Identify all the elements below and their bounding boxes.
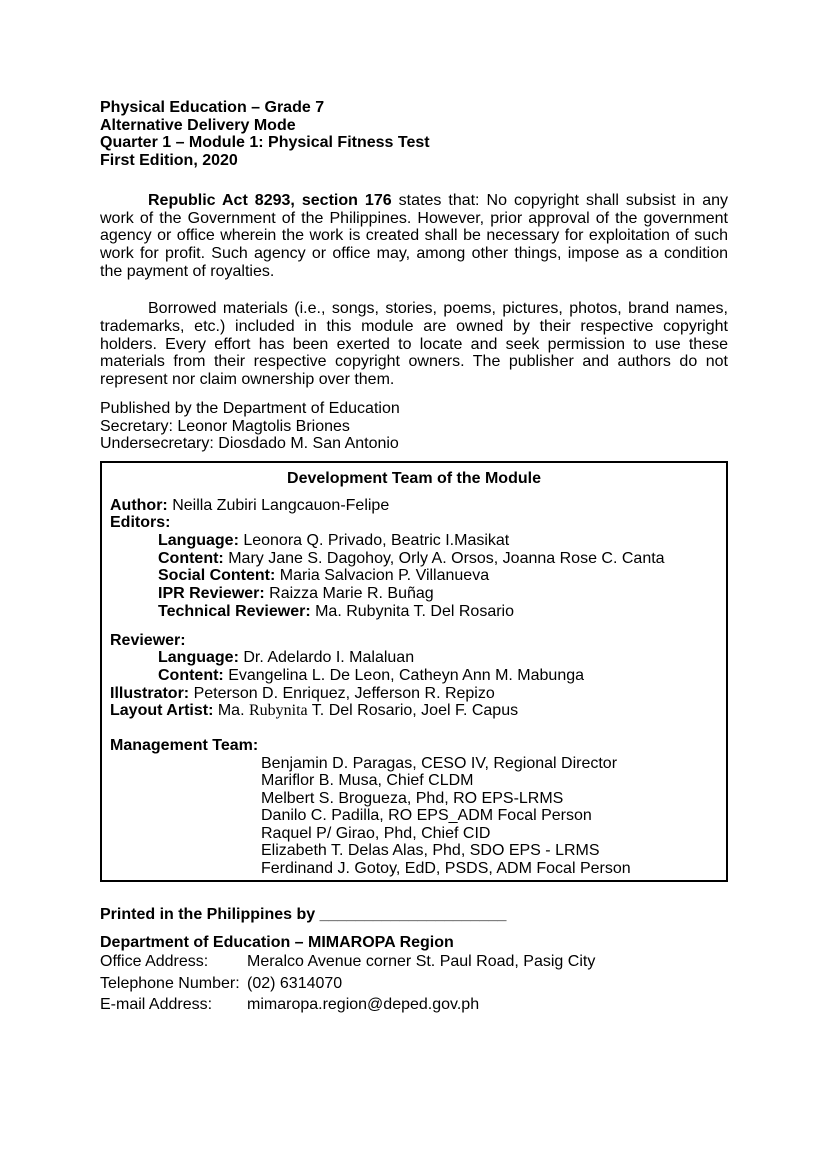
editor-content-label: Content: bbox=[158, 549, 224, 567]
management-team-label: Management Team: bbox=[110, 737, 259, 755]
telephone-number-value: (02) 6314070 bbox=[247, 974, 343, 992]
republic-act-paragraph bbox=[100, 192, 728, 281]
telephone-number-row bbox=[100, 973, 728, 995]
layout-artist-line bbox=[110, 702, 718, 720]
development-team-box bbox=[100, 461, 728, 882]
reviewer-language-line bbox=[110, 649, 718, 667]
doc-title-block bbox=[100, 99, 728, 170]
editor-technical-reviewer-value: Ma. Rubynita T. Del Rosario bbox=[310, 602, 514, 620]
page-content bbox=[100, 99, 728, 1016]
author-value: Neilla Zubiri Langcauon-Felipe bbox=[167, 496, 390, 514]
reviewer-content-label: Content: bbox=[158, 666, 224, 684]
telephone-number-label: Telephone Number: bbox=[100, 974, 240, 992]
printed-label: Printed in the Philippines by bbox=[100, 905, 320, 923]
editor-language-line bbox=[110, 532, 718, 550]
email-address-label: E-mail Address: bbox=[100, 996, 213, 1014]
reviewer-content-line bbox=[110, 667, 718, 685]
editor-content-value: Mary Jane S. Dagohoy, Orly A. Orsos, Joanna Rose C. Canta bbox=[223, 549, 665, 567]
editor-technical-reviewer-line bbox=[110, 603, 718, 621]
development-team-title: Development Team of the Module bbox=[287, 469, 541, 487]
office-address-row bbox=[100, 951, 728, 973]
management-team-member: Ferdinand J. Gotoy, EdD, PSDS, ADM Focal Person bbox=[261, 859, 631, 877]
layout-artist-value-post: T. Del Rosario, Joel F. Capus bbox=[307, 702, 519, 720]
layout-artist-value-pre: Ma. bbox=[213, 702, 249, 720]
office-address-value: Meralco Avenue corner St. Paul Road, Pasig City bbox=[247, 953, 596, 971]
editor-ipr-reviewer-label: IPR Reviewer: bbox=[158, 585, 265, 603]
secretary-line: Secretary: Leonor Magtolis Briones bbox=[100, 417, 350, 435]
editor-social-content-label: Social Content: bbox=[158, 567, 276, 585]
editor-technical-reviewer-label: Technical Reviewer: bbox=[158, 602, 311, 620]
layout-artist-label: Layout Artist: bbox=[110, 702, 214, 720]
editor-language-value: Leonora Q. Privado, Beatric I.Masikat bbox=[238, 532, 510, 550]
illustrator-value: Peterson D. Enriquez, Jefferson R. Repizo bbox=[189, 684, 495, 702]
published-by-block bbox=[100, 400, 728, 453]
reviewer-content-value: Evangelina L. De Leon, Catheyn Ann M. Mabunga bbox=[223, 666, 585, 684]
office-address-label: Office Address: bbox=[100, 953, 209, 971]
reviewer-label: Reviewer: bbox=[110, 631, 186, 649]
email-address-value: mimaropa.region@deped.gov.ph bbox=[247, 996, 480, 1014]
printed-in-philippines-line bbox=[100, 906, 728, 924]
reviewer-language-value: Dr. Adelardo I. Malaluan bbox=[238, 649, 415, 667]
illustrator-label: Illustrator: bbox=[110, 684, 190, 702]
management-team-member: Elizabeth T. Delas Alas, Phd, SDO EPS - LRMS bbox=[261, 842, 600, 860]
deped-region-heading: Department of Education – MIMAROPA Region bbox=[100, 933, 454, 951]
editors-label: Editors: bbox=[110, 514, 171, 532]
editor-language-label: Language: bbox=[158, 532, 239, 550]
republic-act-text: states that: No copyright shall subsist in any work of the Government of the Philippines. However, prior approval of the government agency or office wherein the work is created shall be necessary for exploitation of such work for profit. Such agency or office may, among other things, impose as a condition the payment of royalties. bbox=[100, 191, 729, 280]
reviewer-language-label: Language: bbox=[158, 649, 239, 667]
printed-blank-line: _____________________ bbox=[319, 905, 507, 923]
layout-artist-value-serif: Rubynita bbox=[248, 702, 308, 720]
republic-act-lead: Republic Act 8293, section 176 bbox=[148, 191, 392, 209]
management-team-member: Melbert S. Brogueza, Phd, RO EPS-LRMS bbox=[261, 789, 564, 807]
doc-title-line-mode: Alternative Delivery Mode bbox=[100, 116, 296, 134]
author-label: Author: bbox=[110, 496, 168, 514]
doc-title-line-subject: Physical Education – Grade 7 bbox=[100, 99, 325, 116]
management-team-member: Raquel P/ Girao, Phd, Chief CID bbox=[261, 824, 491, 842]
doc-title-line-module: Quarter 1 – Module 1: Physical Fitness Test bbox=[100, 134, 430, 152]
email-address-row bbox=[100, 994, 728, 1016]
borrowed-materials-paragraph: Borrowed materials (i.e., songs, stories, poems, pictures, photos, brand names, trademarks, etc.) included in this module are owned by their respective copyright holders. Every effort has been exerted to locate and seek permission to use these materials from their respective copyright owners. The publisher and authors do not represent nor claim ownership over them. bbox=[100, 300, 728, 389]
published-by-line: Published by the Department of Education bbox=[100, 399, 400, 417]
editor-ipr-reviewer-value: Raizza Marie R. Buñag bbox=[264, 585, 434, 603]
doc-title-line-edition: First Edition, 2020 bbox=[100, 152, 238, 170]
editor-social-content-value: Maria Salvacion P. Villanueva bbox=[275, 567, 490, 585]
illustrator-line bbox=[110, 685, 718, 703]
editor-social-content-line bbox=[110, 567, 718, 585]
undersecretary-line: Undersecretary: Diosdado M. San Antonio bbox=[100, 435, 399, 453]
management-team-member: Danilo C. Padilla, RO EPS_ADM Focal Person bbox=[261, 807, 592, 825]
editor-ipr-reviewer-line bbox=[110, 585, 718, 603]
management-team-member: Mariflor B. Musa, Chief CLDM bbox=[261, 772, 474, 790]
author-line bbox=[110, 497, 718, 515]
editor-content-line bbox=[110, 550, 718, 568]
management-team-member: Benjamin D. Paragas, CESO IV, Regional Director bbox=[261, 754, 618, 772]
